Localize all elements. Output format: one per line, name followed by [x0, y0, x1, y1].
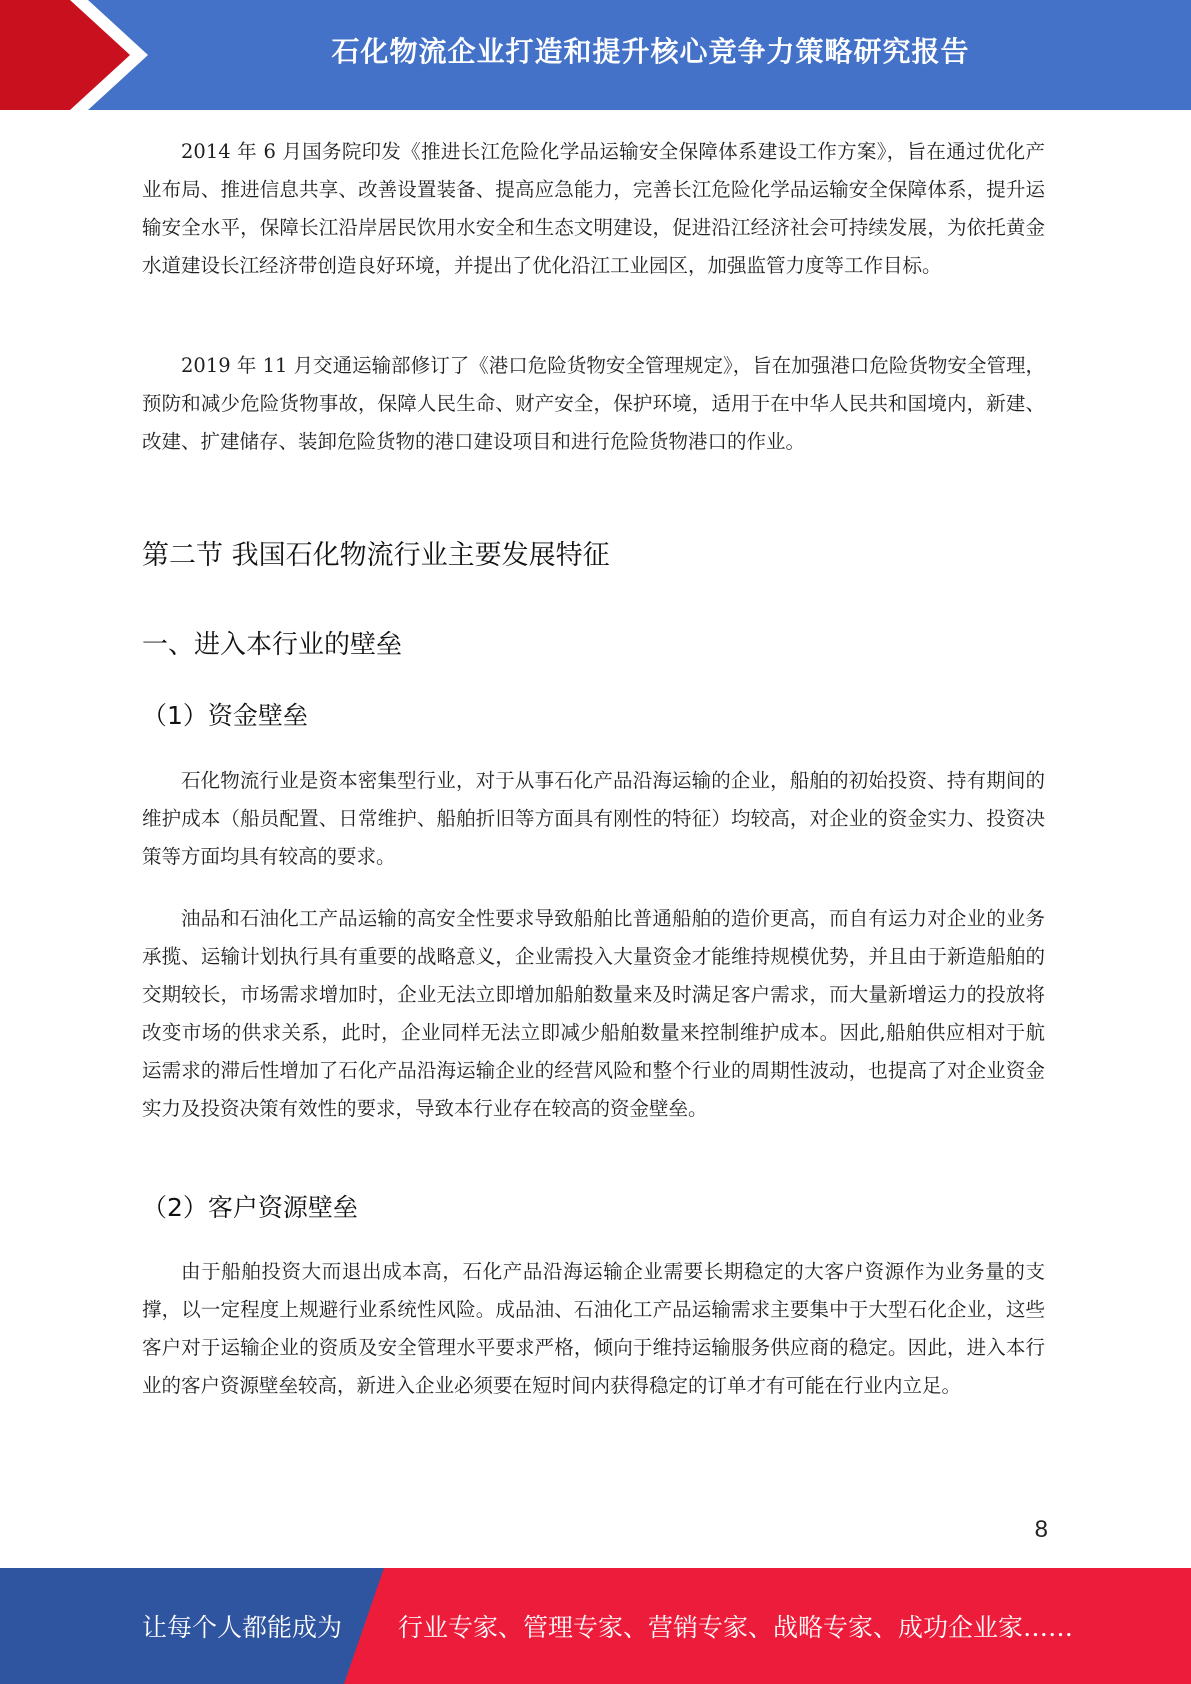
subsection-title: 一、进入本行业的壁垒	[142, 630, 403, 660]
paragraph: 2014 年 6 月国务院印发《推进长江危险化学品运输安全保障体系建设工作方案》，旨在通过优化产业布局、推进信息共享、改善设置装备、提高应急能力，完善长江危险化学品运输安全保障体系，提升运输安全水平，保障长江沿岸居民饮用水安全和生态文明建设，促进沿江经济社会可持续发展，为依托黄金水道建设长江经济带创造良好环境，并提出了优化沿江工业园区，加强监管力度等工作目标。	[142, 140, 1045, 277]
paragraph: 由于船舶投资大而退出成本高，石化产品沿海运输企业需要长期稳定的大客户资源作为业务量的支撑，以一定程度上规避行业系统性风险。成品油、石油化工产品运输需求主要集中于大型石化企业，这些客户对于运输企业的资质及安全管理水平要求严格，倾向于维持运输服务供应商的稳定。因此，进入本行业的客户资源壁垒较高，新进入企业必须要在短时间内获得稳定的订单才有可能在行业内立足。	[142, 1260, 1045, 1397]
intro-paragraph-1	[142, 133, 1045, 285]
page-footer	[0, 1568, 1191, 1684]
section-title: 第二节 我国石化物流行业主要发展特征	[142, 540, 610, 571]
item-heading-capital-barrier: （1）资金壁垒	[142, 701, 308, 730]
capital-barrier-paragraph-2	[142, 900, 1045, 1128]
paragraph: 油品和石油化工产品运输的高安全性要求导致船舶比普通船舶的造价更高，而自有运力对企业的业务承揽、运输计划执行具有重要的战略意义，企业需投入大量资金才能维持规模优势，并且由于新造船舶的交期较长，市场需求增加时，企业无法立即增加船舶数量来及时满足客户需求，而大量新增运力的投放将改变市场的供求关系，此时，企业同样无法立即减少船舶数量来控制维护成本。因此,船舶供应相对于航运需求的滞后性增加了石化产品沿海运输企业的经营风险和整个行业的周期性波动，也提高了对企业资金实力及投资决策有效性的要求，导致本行业存在较高的资金壁垒。	[142, 907, 1045, 1120]
page-number: 8	[1034, 1516, 1048, 1543]
paragraph: 石化物流行业是资本密集型行业，对于从事石化产品沿海运输的企业，船舶的初始投资、持有期间的维护成本（船员配置、日常维护、船舶折旧等方面具有刚性的特征）均较高，对企业的资金实力、投资决策等方面均具有较高的要求。	[142, 769, 1045, 868]
intro-paragraph-2	[142, 347, 1045, 461]
item-heading-customer-barrier: （2）客户资源壁垒	[142, 1193, 358, 1222]
customer-barrier-paragraph	[142, 1253, 1045, 1405]
page-header	[0, 0, 1191, 110]
paragraph: 2019 年 11 月交通运输部修订了《港口危险货物安全管理规定》，旨在加强港口危险货物安全管理，预防和减少危险货物事故，保障人民生命、财产安全，保护环境，适用于在中华人民共和国境内，新建、改建、扩建储存、装卸危险货物的港口建设项目和进行危险货物港口的作业。	[142, 354, 1045, 453]
capital-barrier-paragraph-1	[142, 762, 1045, 876]
report-title: 石化物流企业打造和提升核心竞争力策略研究报告	[331, 35, 970, 68]
footer-slogan-right: 行业专家、管理专家、营销专家、战略专家、成功企业家……	[398, 1613, 1074, 1642]
footer-slogan-left: 让每个人都能成为	[142, 1613, 343, 1642]
